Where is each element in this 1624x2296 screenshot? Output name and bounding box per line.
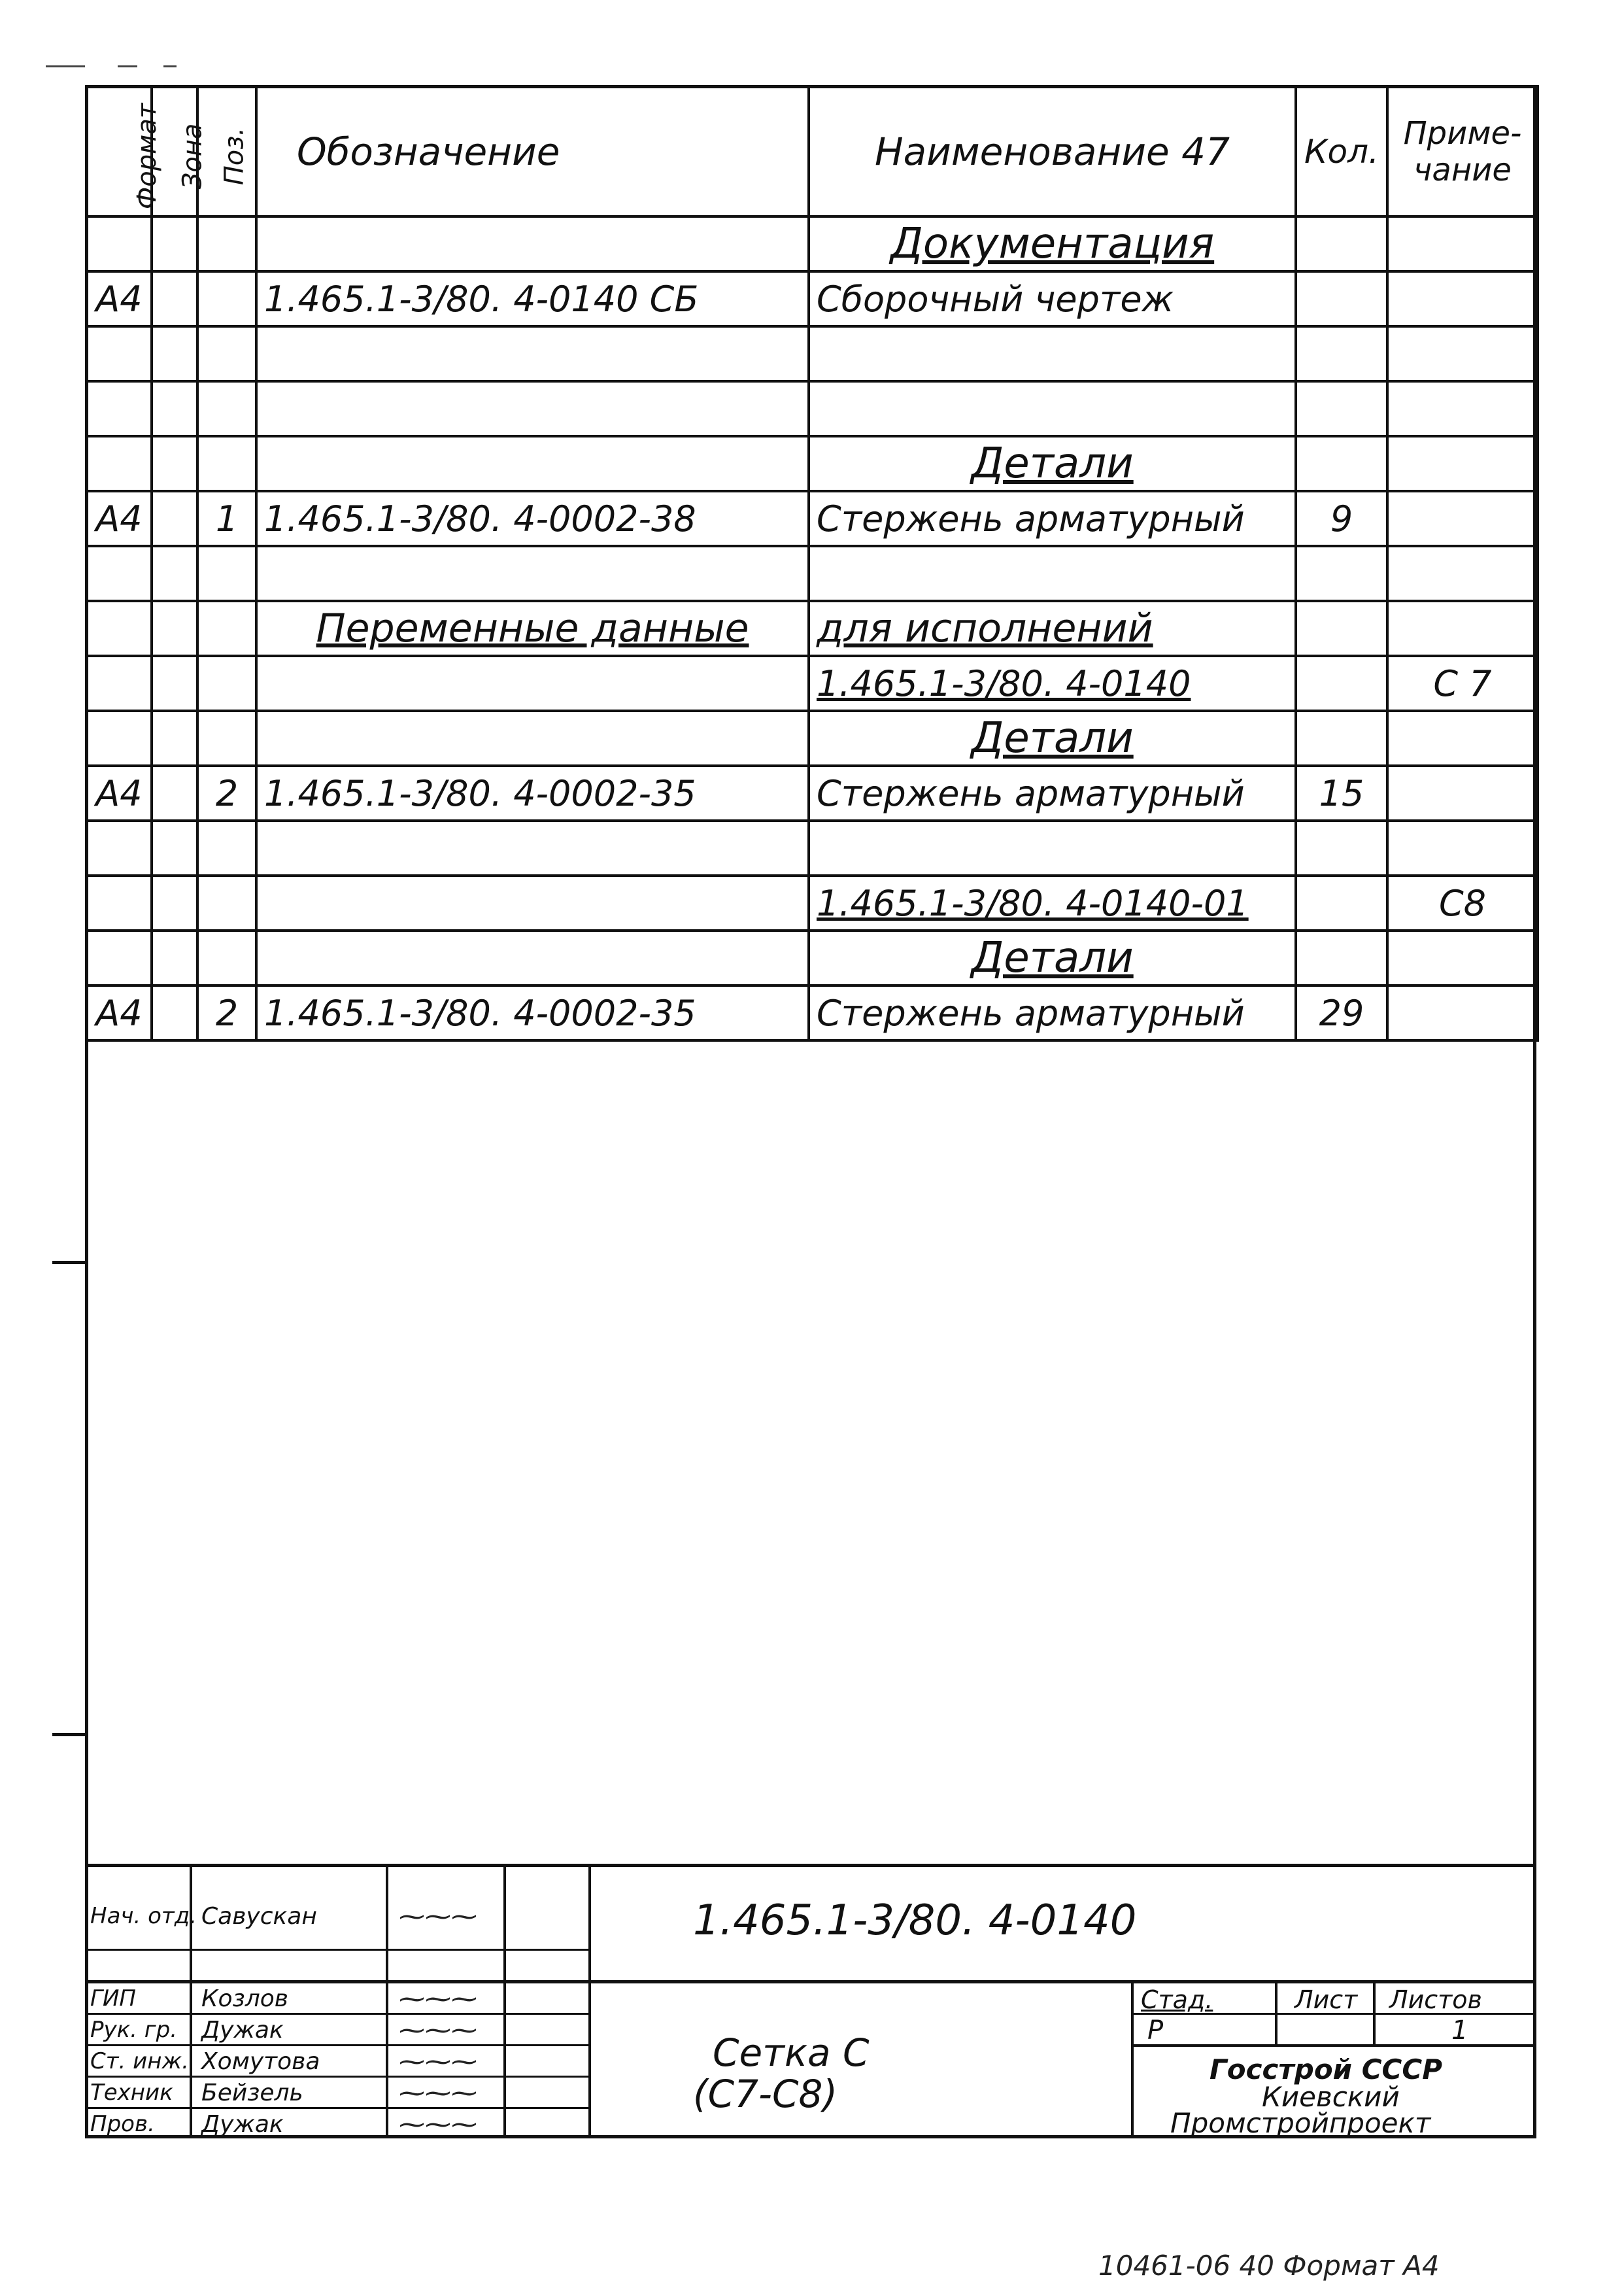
cell-note bbox=[1387, 766, 1538, 821]
cell-designation bbox=[256, 436, 809, 491]
cell-designation: 1.465.1-3/80. 4-0140 СБ bbox=[256, 271, 809, 326]
drawing-title-line1: Сетка С bbox=[713, 2030, 870, 2075]
cell-note bbox=[1387, 216, 1538, 271]
title-block-divider bbox=[85, 1949, 588, 1951]
cell-zone bbox=[152, 931, 197, 985]
cell-designation bbox=[256, 931, 809, 985]
drawing-title-line2: (С7-С8) bbox=[693, 2072, 837, 2116]
cell-quantity bbox=[1296, 271, 1387, 326]
cell-format: А4 bbox=[86, 491, 152, 546]
cell-zone bbox=[152, 326, 197, 381]
title-block-divider bbox=[85, 2107, 588, 2109]
signatory-name: Хомутова bbox=[201, 2048, 320, 2075]
cell-zone bbox=[152, 766, 197, 821]
specification-table bbox=[85, 85, 1539, 1042]
sheet-footer: 10461-06 40 Формат А4 bbox=[1098, 2250, 1440, 2282]
cell-designation bbox=[256, 546, 809, 601]
signature: ⁓⁓⁓ bbox=[399, 2047, 477, 2077]
cell-position: 1 bbox=[197, 491, 256, 546]
signature: ⁓⁓⁓ bbox=[399, 1902, 477, 1932]
title-block-divider bbox=[85, 2013, 588, 2015]
sheets-label: Листов bbox=[1389, 1985, 1482, 2014]
cell-designation: 1.465.1-3/80. 4-0002-38 bbox=[256, 491, 809, 546]
cell-designation bbox=[256, 876, 809, 931]
cell-note bbox=[1387, 436, 1538, 491]
cell-zone bbox=[152, 381, 197, 436]
cell-zone bbox=[152, 985, 197, 1040]
cell-zone bbox=[152, 601, 197, 656]
cell-name: Детали bbox=[809, 931, 1296, 985]
binding-margin-mark bbox=[52, 1261, 85, 1264]
cell-zone bbox=[152, 821, 197, 876]
cell-format: А4 bbox=[86, 766, 152, 821]
cell-name: Сборочный чертеж bbox=[809, 271, 1296, 326]
cell-name bbox=[809, 821, 1296, 876]
cell-designation bbox=[256, 326, 809, 381]
organization-line1: Госстрой СССР bbox=[1210, 2053, 1442, 2085]
cell-name: Стержень арматурный bbox=[809, 985, 1296, 1040]
cell-quantity bbox=[1296, 931, 1387, 985]
cell-format bbox=[86, 381, 152, 436]
cell-quantity bbox=[1296, 381, 1387, 436]
cell-format bbox=[86, 326, 152, 381]
cell-position: 2 bbox=[197, 766, 256, 821]
cell-zone bbox=[152, 876, 197, 931]
cell-note bbox=[1387, 491, 1538, 546]
cell-note bbox=[1387, 985, 1538, 1040]
cell-format bbox=[86, 821, 152, 876]
sheet-label: Лист bbox=[1294, 1985, 1358, 2014]
cell-format bbox=[86, 601, 152, 656]
cell-name bbox=[809, 546, 1296, 601]
table-row bbox=[86, 546, 1538, 601]
header-format: Формат bbox=[86, 86, 152, 216]
header-position: Поз. bbox=[197, 86, 256, 216]
table-header-row bbox=[86, 86, 1538, 216]
signature: ⁓⁓⁓ bbox=[399, 1984, 477, 2014]
cell-format bbox=[86, 546, 152, 601]
header-name-mark: 47 bbox=[1181, 129, 1230, 174]
header-quantity: Кол. bbox=[1296, 86, 1387, 216]
cell-designation bbox=[256, 381, 809, 436]
scan-artifact bbox=[163, 65, 177, 67]
signature: ⁓⁓⁓ bbox=[399, 2110, 477, 2140]
cell-designation bbox=[256, 821, 809, 876]
table-row bbox=[86, 216, 1538, 271]
table-row bbox=[86, 656, 1538, 711]
cell-position bbox=[197, 656, 256, 711]
cell-name: Детали bbox=[809, 436, 1296, 491]
binding-margin-mark bbox=[52, 1733, 85, 1736]
title-block-divider bbox=[503, 1864, 506, 2138]
title-block-divider bbox=[85, 2076, 588, 2078]
cell-note bbox=[1387, 271, 1538, 326]
cell-format bbox=[86, 711, 152, 766]
cell-name: 1.465.1-3/80. 4-0140-01 bbox=[809, 876, 1296, 931]
cell-note: С8 bbox=[1387, 876, 1538, 931]
organization-line2: Киевский bbox=[1262, 2081, 1400, 2113]
cell-note bbox=[1387, 381, 1538, 436]
cell-name: 1.465.1-3/80. 4-0140 bbox=[809, 656, 1296, 711]
title-block-divider bbox=[1131, 2044, 1536, 2047]
cell-quantity bbox=[1296, 656, 1387, 711]
cell-name bbox=[809, 326, 1296, 381]
cell-zone bbox=[152, 216, 197, 271]
cell-zone bbox=[152, 436, 197, 491]
cell-name: для исполнений bbox=[809, 601, 1296, 656]
cell-note bbox=[1387, 326, 1538, 381]
cell-name bbox=[809, 381, 1296, 436]
cell-quantity: 9 bbox=[1296, 491, 1387, 546]
cell-format bbox=[86, 876, 152, 931]
cell-quantity: 29 bbox=[1296, 985, 1387, 1040]
signatory-role: Нач. отд. bbox=[90, 1903, 197, 1929]
table-row bbox=[86, 326, 1538, 381]
stage-label: Стад. bbox=[1141, 1985, 1213, 2014]
header-zone: Зона bbox=[152, 86, 197, 216]
cell-position bbox=[197, 546, 256, 601]
cell-position bbox=[197, 821, 256, 876]
cell-zone bbox=[152, 656, 197, 711]
cell-position bbox=[197, 326, 256, 381]
cell-note bbox=[1387, 601, 1538, 656]
table-row bbox=[86, 271, 1538, 326]
cell-quantity bbox=[1296, 601, 1387, 656]
cell-designation: 1.465.1-3/80. 4-0002-35 bbox=[256, 985, 809, 1040]
signatory-role: Пров. bbox=[90, 2111, 155, 2137]
signatory-name: Савускан bbox=[201, 1903, 317, 1930]
cell-zone bbox=[152, 711, 197, 766]
table-row bbox=[86, 711, 1538, 766]
cell-designation: 1.465.1-3/80. 4-0002-35 bbox=[256, 766, 809, 821]
cell-designation: Переменные данные bbox=[256, 601, 809, 656]
sheets-value: 1 bbox=[1451, 2015, 1468, 2046]
cell-zone bbox=[152, 271, 197, 326]
cell-note bbox=[1387, 711, 1538, 766]
cell-note: С 7 bbox=[1387, 656, 1538, 711]
cell-format bbox=[86, 931, 152, 985]
cell-position bbox=[197, 876, 256, 931]
title-block bbox=[85, 1864, 1536, 2138]
signatory-name: Бейзель bbox=[201, 2080, 303, 2106]
cell-position bbox=[197, 601, 256, 656]
scan-artifact bbox=[118, 65, 137, 67]
cell-format bbox=[86, 436, 152, 491]
cell-position bbox=[197, 711, 256, 766]
cell-designation bbox=[256, 216, 809, 271]
signatory-name: Дужак bbox=[201, 2111, 284, 2138]
cell-name: Детали bbox=[809, 711, 1296, 766]
cell-quantity: 15 bbox=[1296, 766, 1387, 821]
signatory-name: Козлов bbox=[201, 1985, 288, 2012]
signatory-name: Дужак bbox=[201, 2017, 284, 2044]
header-note: Приме- чание bbox=[1387, 86, 1538, 216]
document-code: 1.465.1-3/80. 4-0140 bbox=[693, 1896, 1137, 1945]
cell-position bbox=[197, 931, 256, 985]
title-block-divider bbox=[85, 1980, 1536, 1983]
title-block-divider bbox=[85, 2044, 588, 2046]
signatory-role: Техник bbox=[90, 2080, 173, 2106]
cell-designation bbox=[256, 656, 809, 711]
title-block-divider bbox=[1131, 1981, 1134, 2138]
table-row bbox=[86, 931, 1538, 985]
table-row bbox=[86, 601, 1538, 656]
signatory-role: Ст. инж. bbox=[90, 2048, 189, 2074]
table-row bbox=[86, 491, 1538, 546]
cell-designation bbox=[256, 711, 809, 766]
cell-note bbox=[1387, 821, 1538, 876]
cell-format: А4 bbox=[86, 985, 152, 1040]
cell-zone bbox=[152, 491, 197, 546]
cell-quantity bbox=[1296, 711, 1387, 766]
scan-artifact bbox=[46, 65, 85, 67]
table-row bbox=[86, 985, 1538, 1040]
signatory-role: ГИП bbox=[90, 1985, 136, 2012]
stage-value: Р bbox=[1147, 2015, 1164, 2046]
title-block-divider bbox=[386, 1864, 388, 2138]
header-name: Наименование 47 bbox=[809, 86, 1296, 216]
cell-format: А4 bbox=[86, 271, 152, 326]
table-row bbox=[86, 876, 1538, 931]
header-designation: Обозначение bbox=[256, 86, 809, 216]
cell-quantity bbox=[1296, 216, 1387, 271]
table-row bbox=[86, 766, 1538, 821]
cell-quantity bbox=[1296, 821, 1387, 876]
cell-name: Документация bbox=[809, 216, 1296, 271]
cell-position: 2 bbox=[197, 985, 256, 1040]
table-row bbox=[86, 381, 1538, 436]
cell-position bbox=[197, 381, 256, 436]
cell-note bbox=[1387, 931, 1538, 985]
title-block-border bbox=[85, 1864, 1536, 1867]
signatory-role: Рук. гр. bbox=[90, 2017, 178, 2043]
cell-format bbox=[86, 216, 152, 271]
cell-name: Стержень арматурный bbox=[809, 766, 1296, 821]
cell-zone bbox=[152, 546, 197, 601]
cell-position bbox=[197, 271, 256, 326]
cell-position bbox=[197, 216, 256, 271]
table-row bbox=[86, 821, 1538, 876]
cell-quantity bbox=[1296, 436, 1387, 491]
cell-format bbox=[86, 656, 152, 711]
title-block-divider bbox=[588, 1864, 591, 2138]
cell-quantity bbox=[1296, 326, 1387, 381]
cell-position bbox=[197, 436, 256, 491]
signature: ⁓⁓⁓ bbox=[399, 2078, 477, 2108]
table-row bbox=[86, 436, 1538, 491]
cell-note bbox=[1387, 546, 1538, 601]
organization-line3: Промстройпроект bbox=[1170, 2107, 1431, 2139]
signature: ⁓⁓⁓ bbox=[399, 2015, 477, 2046]
cell-quantity bbox=[1296, 546, 1387, 601]
cell-name: Стержень арматурный bbox=[809, 491, 1296, 546]
cell-quantity bbox=[1296, 876, 1387, 931]
